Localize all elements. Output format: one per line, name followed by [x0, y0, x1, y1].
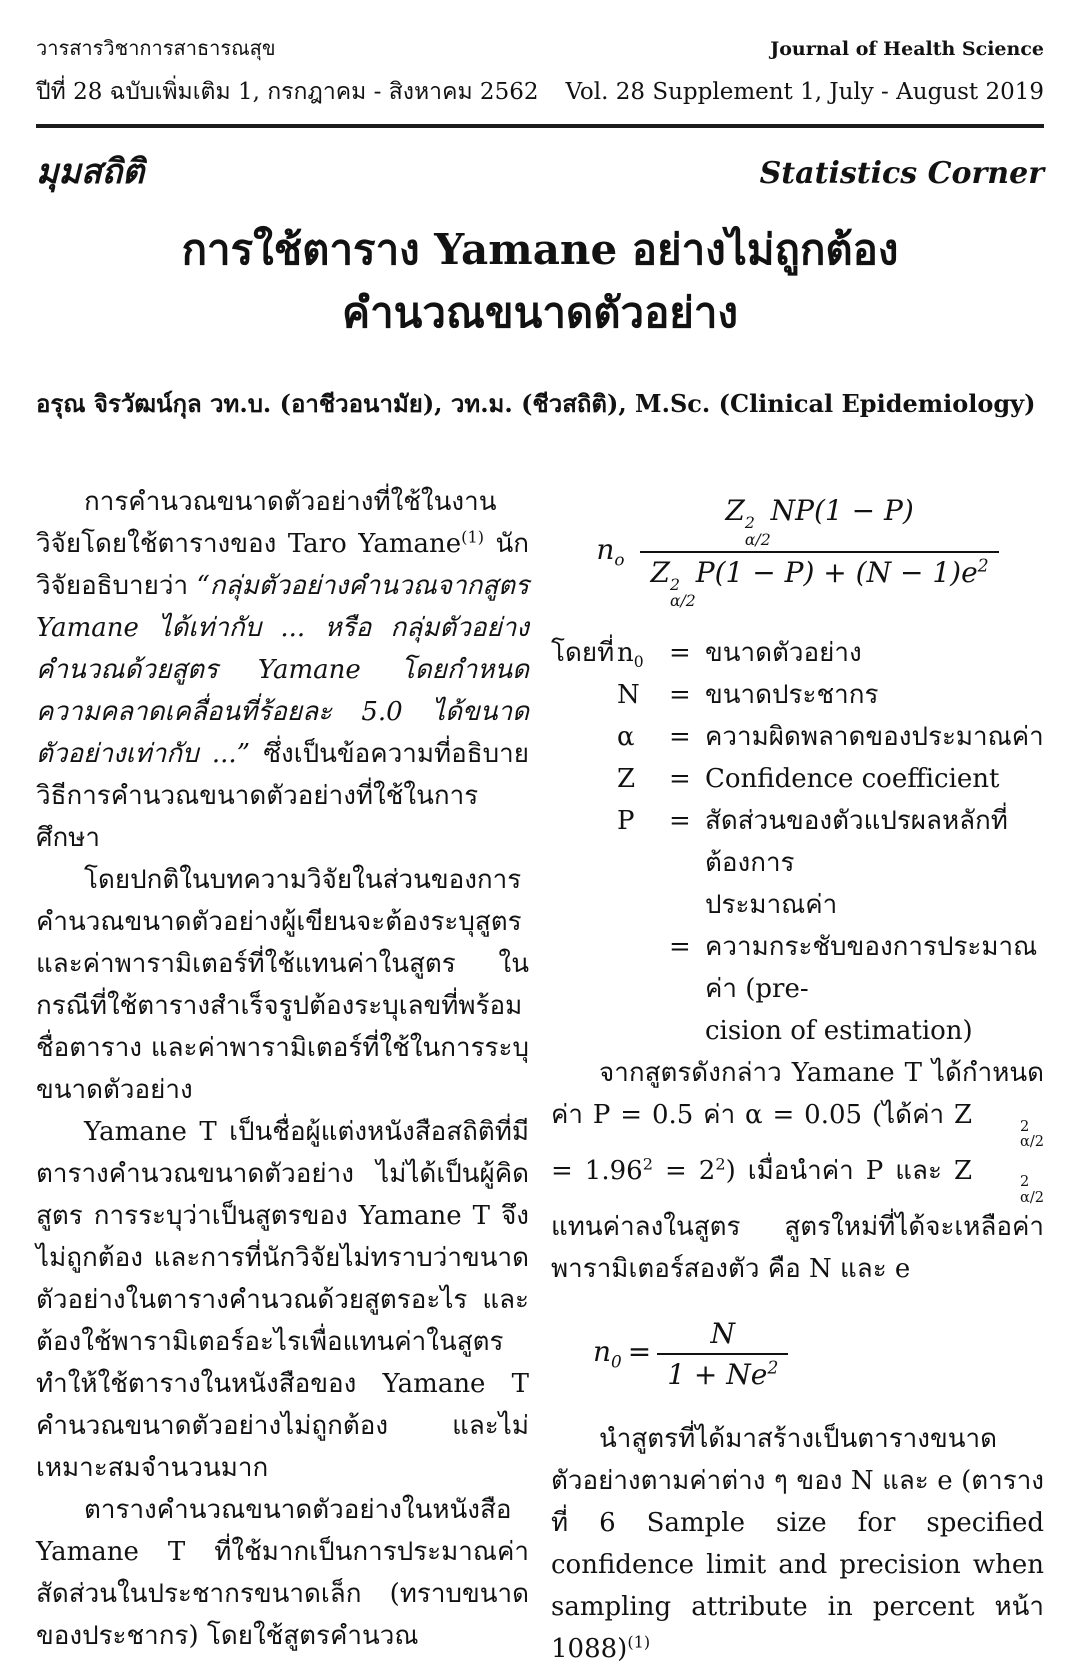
formula1-fraction: [640, 491, 998, 612]
right-column: [551, 481, 1044, 1670]
issue-info-english: Vol. 28 Supplement 1, July - August 2019: [565, 79, 1044, 105]
definition-n0: โดยที่ $n_0$ = ขนาดตัวอย่าง: [551, 638, 862, 672]
formula1-lhs: $n_o$: [596, 533, 625, 570]
section-row: [36, 144, 1044, 198]
issue-info-thai: ปีที่ 28 ฉบับเพิ่มเติม 1, กรกฎาคม - สิงหาคม 2562: [36, 79, 539, 105]
formula1-numerator: Z 2 α/2 NP(1 − P): [725, 494, 914, 549]
z-squared-alpha-half: 2 α/2: [1020, 1173, 1044, 1207]
formula-sample-size-reduced: $n_0$ = $\frac{N}{1 + Ne^2}$: [593, 1314, 1044, 1394]
formula2-lhs: $n_0$: [593, 1335, 622, 1372]
definition-Z: Z = Confidence coefficient: [617, 764, 1000, 795]
z-squared-alpha-half: 2 α/2: [1020, 1117, 1044, 1151]
article-title-line-1: การใช้ตาราง Yamane อย่างไม่ถูกต้อง: [181, 225, 899, 274]
article-body: [36, 481, 1044, 1670]
definition-alpha: α = ความผิดพลาดของประมาณค่า: [617, 722, 1044, 753]
citation-ref-1: (1): [461, 527, 484, 547]
quoted-yamane-statement: “กลุ่มตัวอย่างคำนวณจากสูตร Yamane ได้เท่ากับ ... หรือ กลุ่มตัวอย่างคำนวณด้วยสูตร Yamane โดยกำหนดความคลาดเคลื่อนที่ร้อยละ 5.0 ได้ขนาดตัวอย่างเท่ากับ ...”: [36, 571, 529, 769]
author-line: อรุณ จิรวัฒน์กุล วท.บ. (อาชีวอนามัย), วท.ม. (ชีวสถิติ), M.Sc. (Clinical Epidemiology): [36, 389, 1036, 418]
definition-N: N = ขนาดประชากร: [617, 680, 879, 711]
formula2-fraction: $\frac{N}{1 + Ne^2}$: [657, 1314, 788, 1394]
section-label-thai: มุมสถิติ: [36, 152, 145, 192]
header-divider-rule: [36, 124, 1044, 128]
section-label-english: Statistics Corner: [759, 156, 1044, 191]
article-title: [36, 218, 1044, 344]
paragraph-reporting-rules: โดยปกติในบทความวิจัยในส่วนของการคำนวณขนาดตัวอย่างผู้เขียนจะต้องระบุสูตร และค่าพารามิเตอร์ที่ใช้แทนค่าในสูตร ในกรณีที่ใช้ตารางสำเร็จรูปต้องระบุเลขที่พร้อมชื่อตาราง และค่าพารามิเตอร์ที่ใช้ในการระบุขนาดตัวอย่าง: [36, 865, 529, 1105]
definition-P: P = สัดส่วนของตัวแปรผลหลักที่ต้องการ ประมาณค่า: [617, 806, 1008, 921]
article-title-line-2: คำนวณขนาดตัวอย่าง: [341, 288, 738, 337]
paragraph-intro-text: การคำนวณขนาดตัวอย่างที่ใช้ในงานวิจัยโดยใช้ตารางของ Taro Yamane: [36, 487, 497, 559]
paragraph-yamane-author: Yamane T เป็นชื่อผู้แต่งหนังสือสถิติที่มีตารางคำนวณขนาดตัวอย่าง ไม่ได้เป็นผู้คิดสูตร การระบุว่าเป็นสูตรของ Yamane T จึงไม่ถูกต้อง และการที่นักวิจัยไม่ทราบว่าขนาดตัวอย่างในตารางคำนวณด้วยสูตรอะไร และต้องใช้พารามิเตอร์อะไรเพื่อแทนค่าในสูตร ทำให้ใช้ตารางในหนังสือของ Yamane T คำนวณขนาดตัวอย่างไม่ถูกต้อง และไม่เหมาะสมจำนวนมาก: [36, 1117, 529, 1483]
page-header-row-1: [36, 32, 1044, 64]
definition-precision: = ความกระชับของการประมาณค่า (pre- cision of estimation): [669, 932, 1038, 1047]
journal-name-thai: วารสารวิชาการสาธารณสุข: [36, 36, 276, 60]
paragraph-table-construction: นำสูตรที่ได้มาสร้างเป็นตารางขนาดตัวอย่างตามค่าต่าง ๆ ของ N และ e (ตารางที่ 6 Sample size for specified confidence limit and precision when sampling attribute in percent หน้า 1088)$^{(1)}$: [551, 1423, 1044, 1664]
paragraph-table-usage: ตารางคำนวณขนาดตัวอย่างในหนังสือ Yamane T ที่ใช้มากเป็นการประมาณค่าสัดส่วนในประชากรขนาดเล็ก (ทราบขนาดของประชากร) โดยใช้สูตรคำนวณ: [36, 1495, 529, 1651]
page-header-row-2: [36, 74, 1044, 110]
paragraph-intro: การคำนวณขนาดตัวอย่างที่ใช้ในงานวิจัยโดยใช้ตารางของ Taro Yamane$^{(1)}$ นักวิจัยอธิบายว่า “กลุ่มตัวอย่างคำนวณจากสูตร Yamane ได้เท่ากับ ... หรือ กลุ่มตัวอย่างคำนวณด้วยสูตร Yamane โดยกำหนดความคลาดเคลื่อนที่ร้อยละ 5.0 ได้ขนาดตัวอย่างเท่ากับ ...” ซึ่งเป็นข้อความที่อธิบายวิธีการคำนวณขนาดตัวอย่างที่ใช้ในการศึกษา: [36, 487, 529, 853]
parameter-definitions: [551, 632, 1044, 1052]
formula1-denominator: Z 2 α/2 $P(1 - P) + (N - 1)e^2$: [640, 551, 998, 613]
formula2-denominator: $1 + Ne^2$: [657, 1353, 788, 1394]
journal-name-english: Journal of Health Science: [770, 38, 1044, 60]
citation-ref-1: (1): [627, 1632, 651, 1652]
left-column: [36, 481, 529, 1670]
paragraph-substitution: จากสูตรดังกล่าว Yamane T ได้กำหนดค่า P = 0.5 ค่า α = 0.05 (ได้ค่า Z 2 α/2 = $1.96^2 = 2^2$) เมื่อนำค่า P และ Z 2 α/2 แทนค่าลงในสูตร สูตรใหม่ที่ได้จะเหลือค่าพารามิเตอร์สองตัว คือ N และ e: [551, 1058, 1044, 1284]
formula-sample-size-full: [551, 491, 1044, 612]
